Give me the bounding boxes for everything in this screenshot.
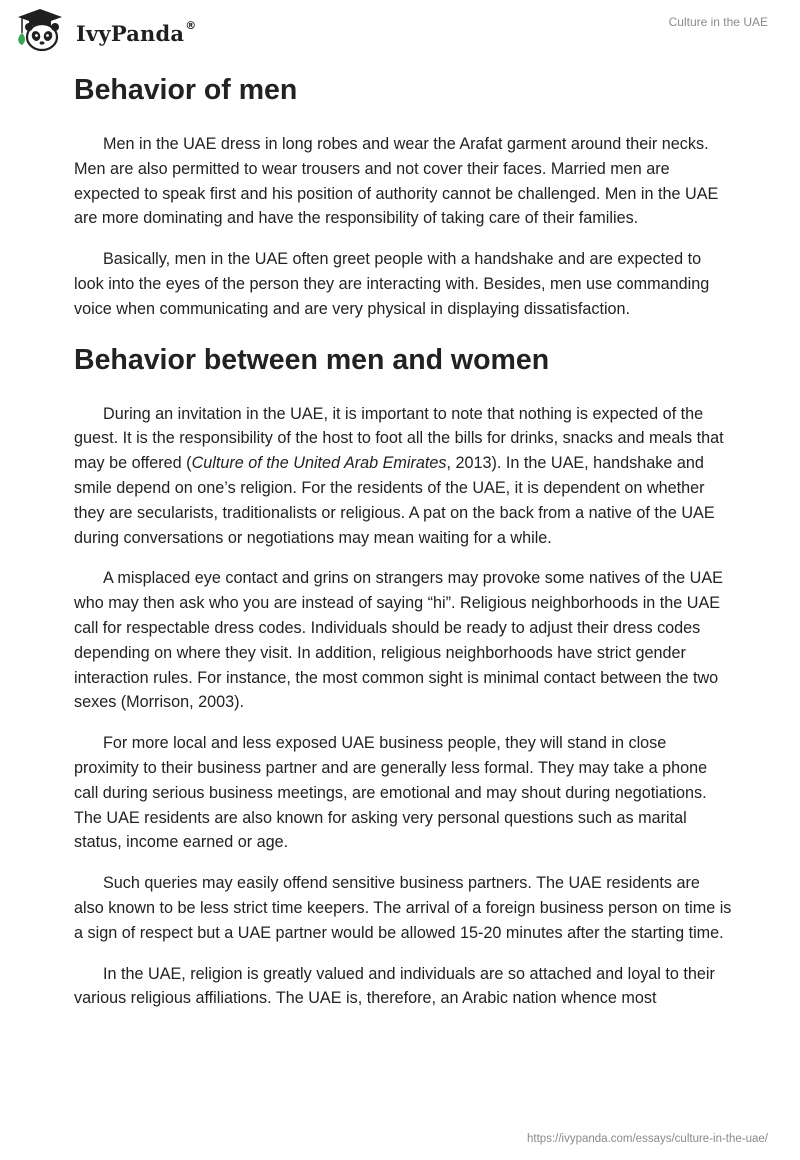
section-heading-behavior-between-men-and-women: Behavior between men and women (74, 343, 550, 376)
essay-content (74, 70, 734, 1027)
paragraph (74, 402, 734, 551)
citation-title: Culture of the United Arab Emirates (191, 454, 447, 473)
paragraph: In the UAE, religion is greatly valued and individuals are so attached and loyal to their various religious affiliations. The UAE is, therefore, an Arabic nation whence most (74, 964, 715, 1008)
source-url[interactable]: https://ivypanda.com/essays/culture-in-the-uae/ (527, 1133, 768, 1145)
paragraph: Men in the UAE dress in long robes and wear the Arafat garment around their necks. Men are also permitted to wear trousers and not cover their faces. Married men are expected to speak first and his position of authority cannot be challenged. Men in the UAE are more dominating and have the responsibility of taking care of their families. (74, 135, 719, 228)
paragraph-text: During an invitation in the UAE, it is important to note that nothing is expected of the guest. It is the responsibility of the host to foot all the bills for drinks, snacks and meals that may be offered ( (74, 404, 724, 473)
paragraph: Such queries may easily offend sensitive business partners. The UAE residents are also known to be less strict time keepers. The arrival of a foreign business person on time is a sign of respect but a UAE partner would be allowed 15-20 minutes after the starting time. (74, 874, 732, 942)
brand-name: IvyPanda® (76, 18, 197, 46)
paragraph: Basically, men in the UAE often greet people with a handshake and are expected to look into the eyes of the person they are interacting with. Besides, men use commanding voice when communicating and are very physical in displaying dissatisfaction. (74, 250, 710, 318)
paragraph: For more local and less exposed UAE business people, they will stand in close proximity to their business partner and are generally less formal. They may take a phone call during serious business meetings, are emotional and may shout during negotiations. The UAE residents are also known for asking very personal questions such as marital status, income earned or age. (74, 734, 708, 852)
section-heading-behavior-of-men: Behavior of men (74, 74, 298, 106)
paragraph: A misplaced eye contact and grins on strangers may provoke some natives of the UAE who may then ask who you are instead of saying “hi”. Religious neighborhoods in the UAE call for respectable dress codes. Individuals should be ready to adjust their dress codes depending on where they visit. In addition, religious neighborhoods have strict gender interaction rules. For instance, the most common sight is minimal contact between the two sexes (Morrison, 2003). (74, 569, 723, 712)
ivypanda-logo[interactable] (14, 7, 196, 53)
panda-graduate-icon (14, 7, 66, 53)
page-header (0, 0, 800, 60)
registered-mark: ® (185, 18, 197, 32)
paragraph-text: , 2013). In the UAE, handshake and smile depend on one’s religion. For the residents of the UAE, it is dependent on whether they are secularists, traditionalists or religious. A pat on the back from a native of the UAE during conversations or negotiations may mean waiting for a while. (74, 454, 715, 547)
running-title: Culture in the UAE (668, 15, 768, 29)
